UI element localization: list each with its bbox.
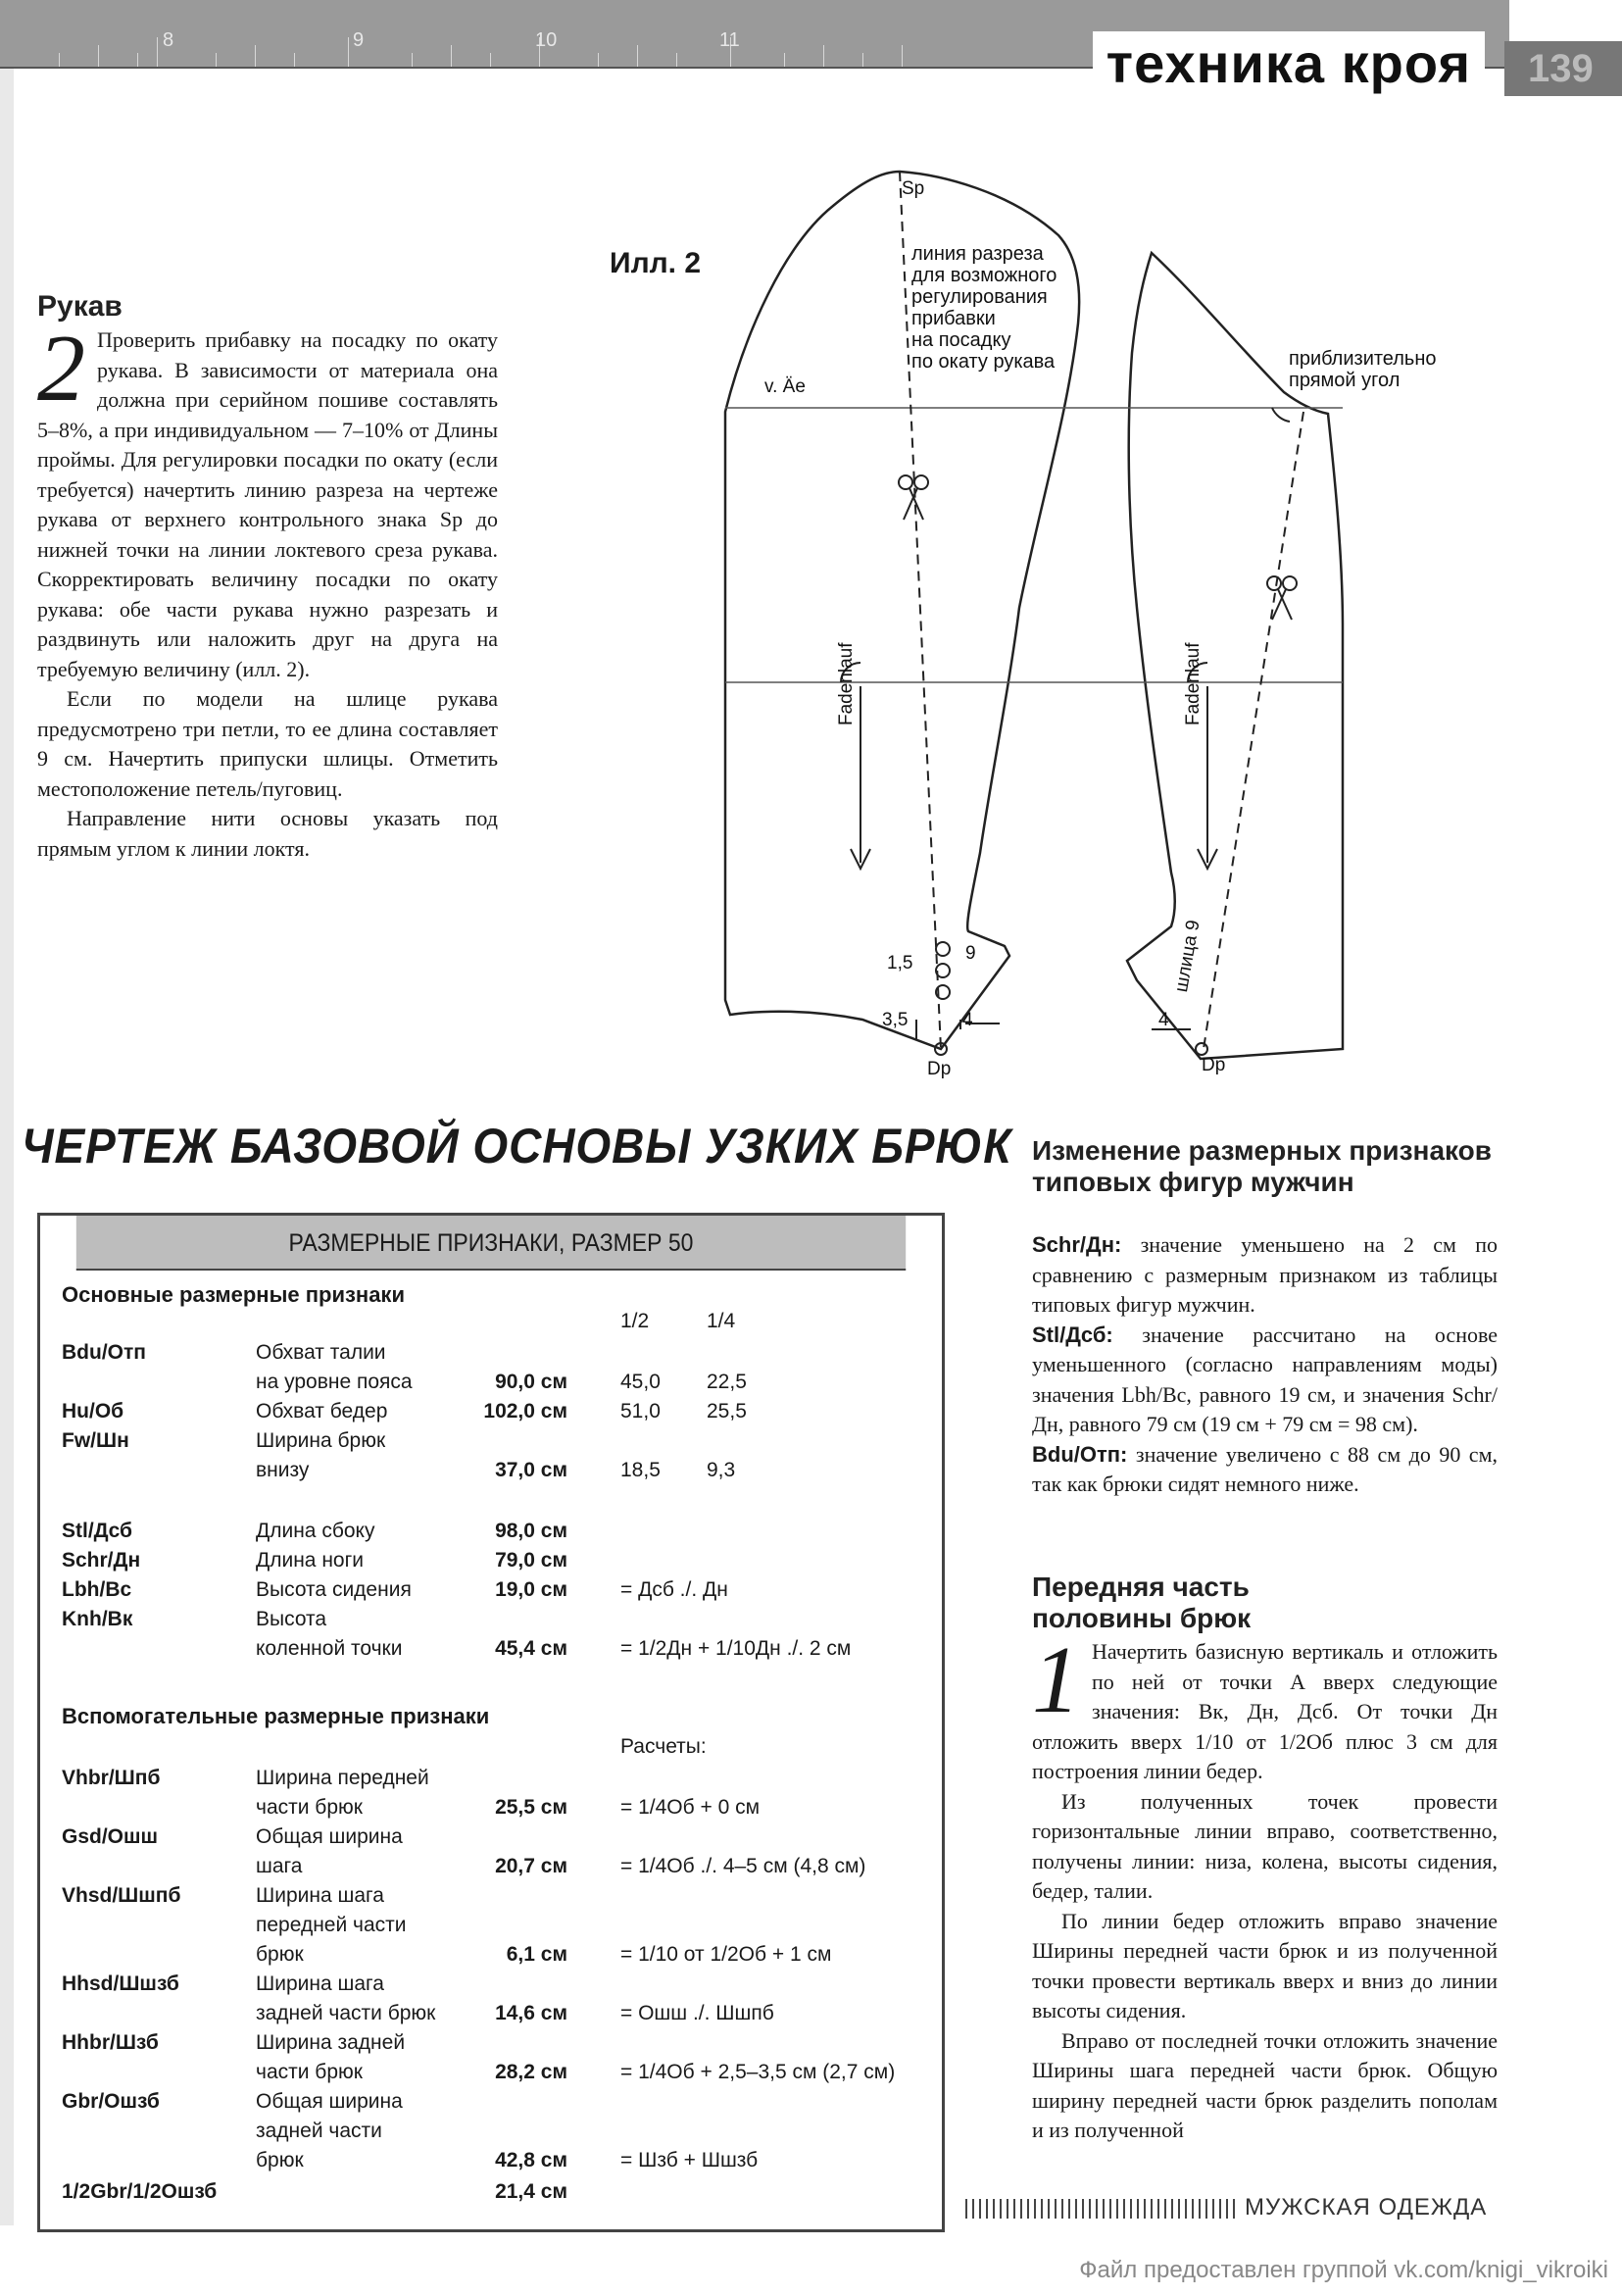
- sleeve-paragraph-1: Проверить прибавку на посадку по окату рукава. В зависимости от материала она должна при серийном пошиве составлять 5–8%, а при индивидуальном — 7–10% от Длины проймы. Для регулировки посадки по окату (если требуется) начертить линию разреза на чертеже рукава от верхнего контрольного знака Sp до нижней точки на линии локтевого среза рукава. Скорректировать величину посадки по окату рукава: обе части рукава нужно разрезать и раздвинуть или наложить друг на друга на требуемую величину (илл. 2).: [37, 327, 498, 681]
- changes-heading: Изменение размерных признаков типовых фигур мужчин: [1032, 1135, 1492, 1197]
- label-vae: v. Äe: [764, 376, 806, 397]
- measure-label: 4: [962, 1010, 973, 1030]
- cut-line-text: по окату рукава: [911, 351, 1056, 373]
- cut-line-text: регулирования: [911, 286, 1048, 308]
- ruler-number: 10: [535, 29, 558, 51]
- table-row-name: Ширина брюк: [256, 1429, 386, 1452]
- table-row-calc: = Ошш ./. Шшпб: [620, 2002, 774, 2024]
- table-title: РАЗМЕРНЫЕ ПРИЗНАКИ, РАЗМЕР 50: [76, 1216, 906, 1271]
- table-row-name: Длина ноги: [256, 1549, 364, 1572]
- sleeve-paragraph-2: Если по модели на шлице рукава предусмотрено три петли, то ее длина составляет 9 см. Начертить припуски шлицы. Отметить местоположение петель/пуговиц.: [37, 686, 498, 801]
- table-row-half: 18,5: [620, 1459, 661, 1481]
- table-row-name: передней части: [256, 1914, 407, 1936]
- table-row-code: Knh/Вк: [62, 1608, 133, 1630]
- table-row-name: Длина сбоку: [256, 1520, 375, 1542]
- table-row-calc: = Дсб ./. Дн: [620, 1578, 728, 1601]
- right-angle-label: [1289, 348, 1437, 391]
- grainline-label: Fadenlauf: [1183, 642, 1204, 725]
- cut-line-label: [911, 243, 1078, 373]
- front-paragraph-1: Начертить базисную вертикаль и отложить по ней от точки А вверх следующие значения: Вк, Дн, Дсб. От точки Дн отложить вверх 1/10 от 1/2Об плюс 3 см для построения линии бедер.: [1032, 1639, 1498, 1783]
- footer-bar: [965, 2199, 1236, 2219]
- col-header-half: 1/2: [620, 1310, 650, 1332]
- table-row-name: на уровне пояса: [256, 1371, 413, 1393]
- change-text: значение уменьшено на 2 см по сравнению с размерным признаком из таблицы типовых фигур мужчин.: [1032, 1232, 1498, 1317]
- front-paragraph-3: По линии бедер отложить вправо значение Ширины передней части брюк и из полученной точки провести вертикаль вверх и вниз до линии высоты сидения.: [1032, 1908, 1498, 2022]
- drop-cap: 2: [37, 316, 85, 422]
- cut-line-text: прибавки: [911, 308, 996, 329]
- table-row-name: Высота сидения: [256, 1578, 412, 1601]
- col-header-quarter: 1/4: [707, 1310, 736, 1332]
- table-row-value: 6,1 см: [506, 1943, 567, 1966]
- sleeve-text: [37, 316, 498, 864]
- table-row-code: Gbr/Ошзб: [62, 2090, 160, 2113]
- front-text: [1032, 1627, 1498, 2146]
- front-paragraph-4: Вправо от последней точки отложить значение Ширины шага передней части брюк. Общую ширину передней части брюк разделить пополам и из полученной: [1032, 2027, 1498, 2142]
- table-row-value: 90,0 см: [495, 1371, 567, 1393]
- label-dp: Dp: [927, 1059, 952, 1079]
- table-row-code: Hhsd/Шшзб: [62, 1972, 179, 1995]
- table-row-name: задней части: [256, 2120, 382, 2142]
- ruler-number: 8: [163, 29, 174, 51]
- changes-text: [1032, 1230, 1498, 1500]
- measure-label: 4: [1158, 1010, 1169, 1030]
- front-paragraph-2: Из полученных точек провести горизонтальные линии вправо, соответственно, получены линии: низа, колена, высоты сидения, бедер, талии.: [1032, 1788, 1498, 1903]
- table-row-name: Общая ширина: [256, 2090, 403, 2113]
- sleeve-paragraph-3: Направление нити основы указать под прямым углом к линии локтя.: [37, 806, 498, 861]
- table-row-calc: = 1/4Об ./. 4–5 см (4,8 см): [620, 1855, 866, 1877]
- table-row-code: Gsd/Ошш: [62, 1825, 159, 1848]
- table-row-name: Общая ширина: [256, 1825, 403, 1848]
- table-row-code: Vhsd/Шшпб: [62, 1884, 181, 1907]
- table-row-calc: = 1/10 от 1/2Об + 1 см: [620, 1943, 832, 1966]
- table-row-name: Ширина задней: [256, 2031, 406, 2054]
- cut-line-text: на посадку: [911, 329, 1011, 351]
- grainline-label: Fadenlauf: [836, 642, 857, 725]
- table-row-name: Ширина шага: [256, 1884, 384, 1907]
- change-text: значение увеличено с 88 см до 90 см, так как брюки сидят немного ниже.: [1032, 1441, 1498, 1496]
- table-row-name: Высота: [256, 1608, 327, 1630]
- table-row-value: 21,4 см: [495, 2180, 567, 2203]
- table-row-code: Schr/Дн: [62, 1549, 141, 1572]
- table-row-code: Stl/Дсб: [62, 1520, 133, 1542]
- change-code: Schr/Дн:: [1032, 1232, 1122, 1257]
- page-number: 139: [1504, 41, 1622, 96]
- table-row-value: 42,8 см: [495, 2149, 567, 2171]
- right-angle-text: приблизительно: [1289, 348, 1437, 370]
- slit-label: шлица 9: [1171, 918, 1204, 994]
- table-row-name: брюк: [256, 2149, 304, 2171]
- table-row-value: 37,0 см: [495, 1459, 567, 1481]
- label-sp: Sp: [902, 178, 925, 199]
- group-heading: Вспомогательные размерные признаки: [62, 1704, 490, 1728]
- calc-header: Расчеты:: [620, 1735, 707, 1758]
- table-row-name: Ширина шага: [256, 1972, 384, 1995]
- table-row-code: Bdu/Отп: [62, 1341, 146, 1364]
- front-heading: Передняя часть половины брюк: [1032, 1572, 1252, 1633]
- sleeve-heading: Рукав: [37, 290, 123, 323]
- right-angle-text: прямой угол: [1289, 370, 1401, 391]
- table-row-name: Обхват талии: [256, 1341, 386, 1364]
- table-row-value: 102,0 см: [483, 1400, 567, 1423]
- table-row-value: 25,5 см: [495, 1796, 567, 1819]
- table-row-code: Hu/Об: [62, 1400, 124, 1423]
- change-text: значение рассчитано на основе уменьшенного (согласно направлениям моды) значения Lbh/Вс, равного 19 см, и значения Schr/Дн, равного 79 см (19 см + 79 см = 98 см).: [1032, 1322, 1498, 1436]
- table-row-name: Обхват бедер: [256, 1400, 388, 1423]
- table-row-name: Ширина передней: [256, 1767, 429, 1789]
- table-row-code: Vhbr/Шпб: [62, 1767, 161, 1789]
- measurements-table: [37, 1213, 945, 2232]
- group-heading: Основные размерные признаки: [62, 1282, 405, 1307]
- change-code: Stl/Дсб:: [1032, 1322, 1113, 1347]
- table-row-name: шага: [256, 1855, 303, 1877]
- ruler-number: 9: [353, 29, 365, 51]
- table-row-code: 1/2Gbr/1/2Ошзб: [62, 2180, 218, 2203]
- table-row-quarter: 22,5: [707, 1371, 747, 1393]
- measure-label: 1,5: [887, 953, 913, 973]
- cut-line-text: для возможного: [911, 265, 1057, 286]
- footer-section: МУЖСКАЯ ОДЕЖДА: [1245, 2194, 1488, 2221]
- table-row-half: 45,0: [620, 1371, 661, 1393]
- drop-cap: 1: [1032, 1627, 1080, 1733]
- table-row-quarter: 9,3: [707, 1459, 736, 1481]
- label-dp: Dp: [1202, 1055, 1226, 1075]
- table-row-calc: = 1/2Дн + 1/10Дн ./. 2 см: [620, 1637, 852, 1660]
- table-row-value: 45,4 см: [495, 1637, 567, 1660]
- table-row-value: 20,7 см: [495, 1855, 567, 1877]
- measure-label: 9: [965, 943, 976, 964]
- table-row-name: части брюк: [256, 1796, 363, 1819]
- table-row-name: брюк: [256, 1943, 304, 1966]
- table-row-calc: = 1/4Об + 0 см: [620, 1796, 761, 1819]
- change-code: Bdu/Отп:: [1032, 1441, 1128, 1467]
- table-row-name: коленной точки: [256, 1637, 403, 1660]
- table-row-value: 19,0 см: [495, 1578, 567, 1601]
- table-row-name: внизу: [256, 1459, 310, 1481]
- ruler-number: 11: [719, 29, 740, 51]
- table-row-value: 79,0 см: [495, 1549, 567, 1572]
- table-row-quarter: 25,5: [707, 1400, 747, 1423]
- table-row-value: 28,2 см: [495, 2061, 567, 2083]
- table-row-code: Lbh/Вс: [62, 1578, 132, 1601]
- cut-line-text: линия разреза: [911, 243, 1044, 265]
- table-row-half: 51,0: [620, 1400, 661, 1423]
- table-row-value: 14,6 см: [495, 2002, 567, 2024]
- table-row-name: части брюк: [256, 2061, 363, 2083]
- table-row-calc: = Шзб + Шшзб: [620, 2149, 759, 2171]
- table-row-code: Hhbr/Шзб: [62, 2031, 159, 2054]
- table-row-name: задней части брюк: [256, 2002, 436, 2024]
- section-title: техника кроя: [1093, 31, 1485, 95]
- table-row-value: 98,0 см: [495, 1520, 567, 1542]
- main-title: ЧЕРТЕЖ БАЗОВОЙ ОСНОВЫ УЗКИХ БРЮК: [22, 1119, 1012, 1173]
- credit-text: Файл предоставлен группой vk.com/knigi_vikroiki: [1079, 2257, 1608, 2283]
- table-row-code: Fw/Шн: [62, 1429, 129, 1452]
- left-edge-bar: [0, 69, 14, 2225]
- measure-label: 3,5: [882, 1010, 909, 1030]
- table-row-calc: = 1/4Об + 2,5–3,5 см (2,7 см): [620, 2061, 896, 2083]
- illustration-label: Илл. 2: [610, 247, 702, 279]
